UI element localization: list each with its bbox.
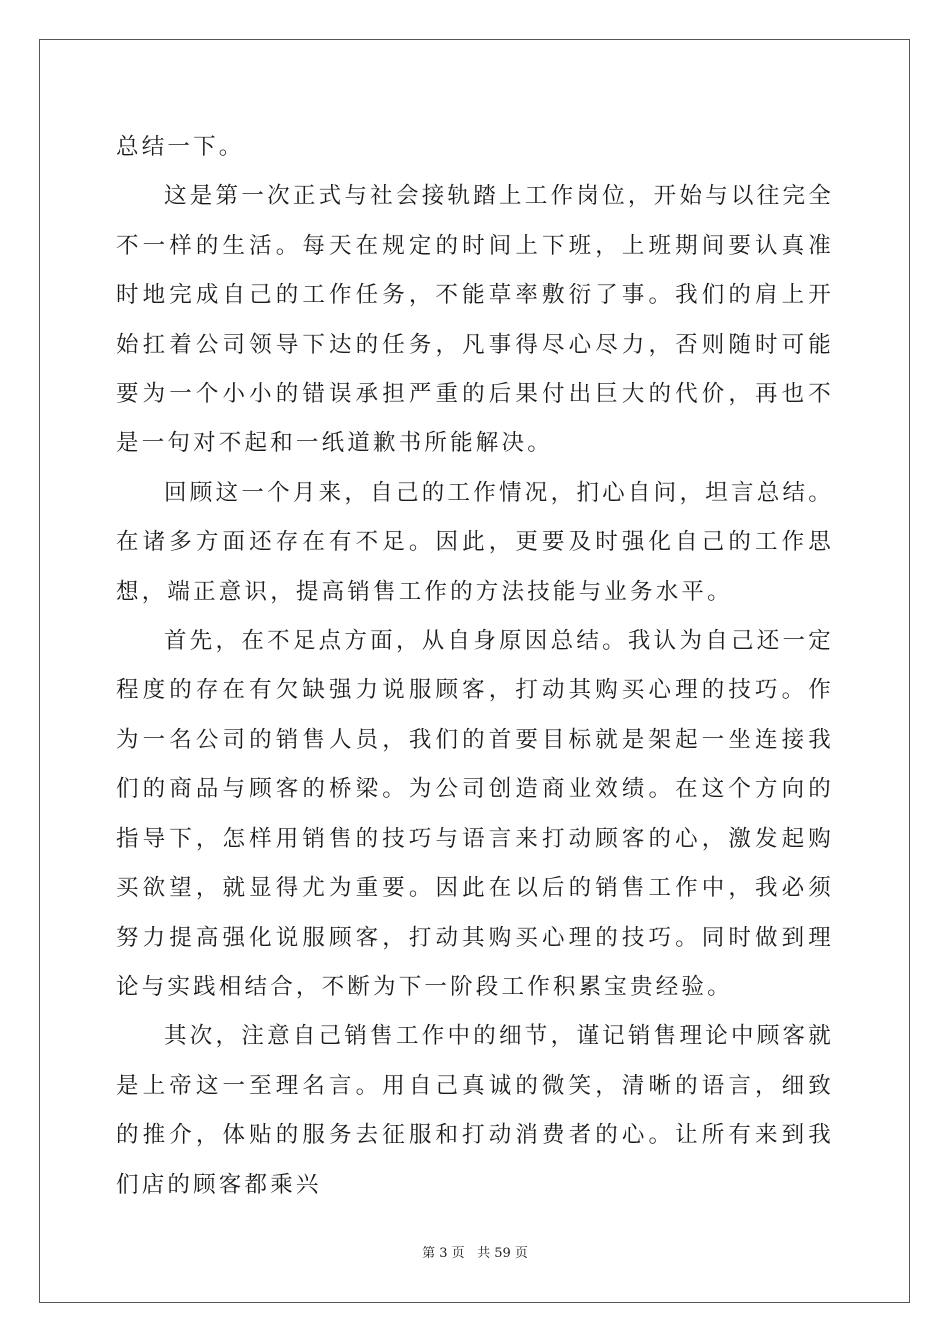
page-total: 共 59 页 xyxy=(477,1246,528,1261)
paragraph-5: 其次，注意自己销售工作中的细节，谨记销售理论中顾客就是上帝这一至理名言。用自己真诚的微笑，清晰的语言，细致的推介，体贴的服务去征服和打动消费者的心。让所有来到我们店的顾客都乘兴 xyxy=(116,1023,834,1198)
paragraph-2: 这是第一次正式与社会接轨踏上工作岗位，开始与以往完全不一样的生活。每天在规定的时间上下班，上班期间要认真准时地完成自己的工作任务，不能草率敷衍了事。我们的肩上开始扛着公司领导下达的任务，凡事得尽心尽力，否则随时可能要为一个小小的错误承担严重的后果付出巨大的代价，再也不是一句对不起和一纸道歉书所能解决。 xyxy=(116,183,834,457)
paragraph-1: 总结一下。 xyxy=(116,134,245,160)
paragraph-3: 回顾这一个月来，自己的工作情况，扪心自问，坦言总结。在诸多方面还存在有不足。因此，更要及时强化自己的工作思想，端正意识，提高销售工作的方法技能与业务水平。 xyxy=(116,479,834,605)
document-body xyxy=(116,123,834,1210)
paragraph-4: 首先，在不足点方面，从自身原因总结。我认为自己还一定程度的存在有欠缺强力说服顾客，打动其购买心理的技巧。作为一名公司的销售人员，我们的首要目标就是架起一坐连接我们的商品与顾客的桥梁。为公司创造商业效绩。在这个方向的指导下，怎样用销售的技巧与语言来打动顾客的心，激发起购买欲望，就显得尤为重要。因此在以后的销售工作中，我必须努力提高强化说服顾客，打动其购买心理的技巧。同时做到理论与实践相结合，不断为下一阶段工作积累宝贵经验。 xyxy=(116,628,834,1000)
page-footer xyxy=(0,1245,950,1263)
page-number: 第 3 页 xyxy=(422,1246,465,1261)
